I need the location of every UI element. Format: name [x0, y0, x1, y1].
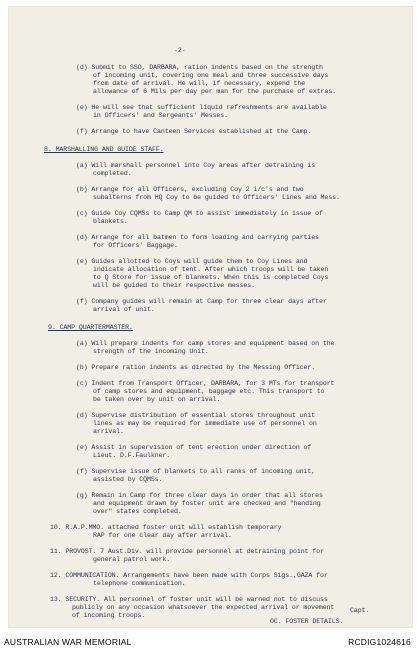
text-line: of incoming troops.: [72, 612, 146, 619]
text-line: 10. R.A.P.MMO. attached foster unit will establish temporary: [50, 524, 282, 531]
text-line: for Officers' Baggage.: [93, 242, 178, 249]
archive-footer: [0, 630, 417, 653]
text-line: RAP for one clear day after arrival.: [93, 532, 232, 539]
footer-institution: AUSTRALIAN WAR MEMORIAL: [4, 637, 132, 647]
text-line: (a) Will prepare indents for camp stores and equipment based on the: [76, 340, 335, 347]
text-line: in Officers' and Sergeants' Messes.: [93, 112, 228, 119]
section-heading: 8. MARSHALLING AND GUIDE STAFF.: [44, 146, 164, 153]
text-line: 12. COMMUNICATION. Arrangements have been made with Corps Sigs.,GAZA for: [50, 572, 328, 579]
text-line: from date of arrival. He will, if necessary, expend the: [93, 80, 306, 87]
text-line: (g) Remain in Camp for three clear days in order that all stores: [76, 492, 323, 499]
text-line: arrival of unit.: [93, 306, 155, 313]
text-line: allowance of 6 Mils per day per man for the purchase of extras.: [93, 88, 336, 95]
text-line: telephone communication.: [93, 580, 186, 587]
text-line: lines as may be required for immediate use of personnel on: [93, 420, 317, 427]
text-line: (e) Guides allotted to Coys will guide them to Coy Lines and: [76, 258, 308, 265]
text-line: arrival.: [93, 428, 124, 435]
text-line: assisted by CQMSs.: [93, 476, 163, 483]
text-line: Lieut. D.F.Faulkner.: [93, 452, 171, 459]
text-line: (f) Arrange to have Canteen Services established at the Camp.: [76, 128, 312, 135]
text-line: (d) Arrange for all batmen to form loading and carrying parties: [76, 234, 319, 241]
text-line: be taken over by unit on arrival.: [93, 396, 221, 403]
signature-rank: Capt.: [350, 607, 370, 614]
text-line: (e) He will see that sufficient liquid refreshments are available: [76, 104, 327, 111]
text-line: (c) Guide Coy CQMSs to Camp QM to assist immediately in issue of: [76, 210, 323, 217]
text-line: of incoming unit, covering one meal and three successive days: [93, 72, 329, 79]
text-line: indicate allocation of tent. After which troops will be taken: [93, 266, 329, 273]
text-line: (d) Supervise distribution of essential stores throughout unit: [76, 412, 316, 419]
text-line: of camp stores and equipment, baggage etc. This transport to: [93, 388, 325, 395]
text-line: general patrol work.: [93, 556, 171, 563]
text-line: (d) Submit to SSO, DARBARA, ration indents based on the strength: [76, 64, 323, 71]
text-line: (c) Indent from Transport Officer, DARBARA, for 3 MTs for transport: [76, 380, 335, 387]
text-line: 11. PROVOST. 7 Aust.Div. will provide personnel at detraining point for: [50, 548, 324, 555]
text-line: blankets.: [93, 218, 128, 225]
text-line: and equipment drawn by foster unit are checked and "handing: [93, 500, 321, 507]
text-line: (f) Company guides will remain at Camp for three clear days after: [76, 298, 327, 305]
footer-record-id: RCDIG1024616: [348, 637, 411, 647]
text-line: subalterns from HQ Coy to be guided to Officers' Lines and Mess.: [93, 194, 340, 201]
text-line: publicly on any occasion whatsoever the expected arrival or movement: [72, 604, 335, 611]
text-line: completed.: [93, 170, 132, 177]
text-line: 13. SECURITY. All personnel of foster unit will be warned not to discuss: [50, 596, 328, 603]
signature-title: OC. FOSTER DETAILS.: [270, 618, 344, 625]
text-line: (f) Supervise issue of blankets to all ranks of incoming unit,: [76, 468, 316, 475]
text-line: (b) Prepare ration indents as directed by the Messing Officer.: [76, 364, 316, 371]
text-line: (b) Arrange for all Officers, excluding Coy 2 i/c's and two: [76, 186, 304, 193]
text-line: (e) Assist in supervision of tent erection under direction of: [76, 444, 312, 451]
text-line: strength of the incoming Unit.: [93, 348, 209, 355]
text-line: to Q Store for issue of blankets. When this is completed Coys: [93, 274, 329, 281]
document-page: [8, 6, 413, 628]
text-line: (a) Will marshall personnel into Coy areas after detraining is: [76, 162, 316, 169]
section-heading: 9. CAMP QUARTERMASTER.: [48, 324, 133, 331]
text-line: over" states completed.: [93, 508, 182, 515]
page-number: -2-: [174, 47, 186, 54]
text-line: will be guided to their respective messes.: [93, 282, 255, 289]
